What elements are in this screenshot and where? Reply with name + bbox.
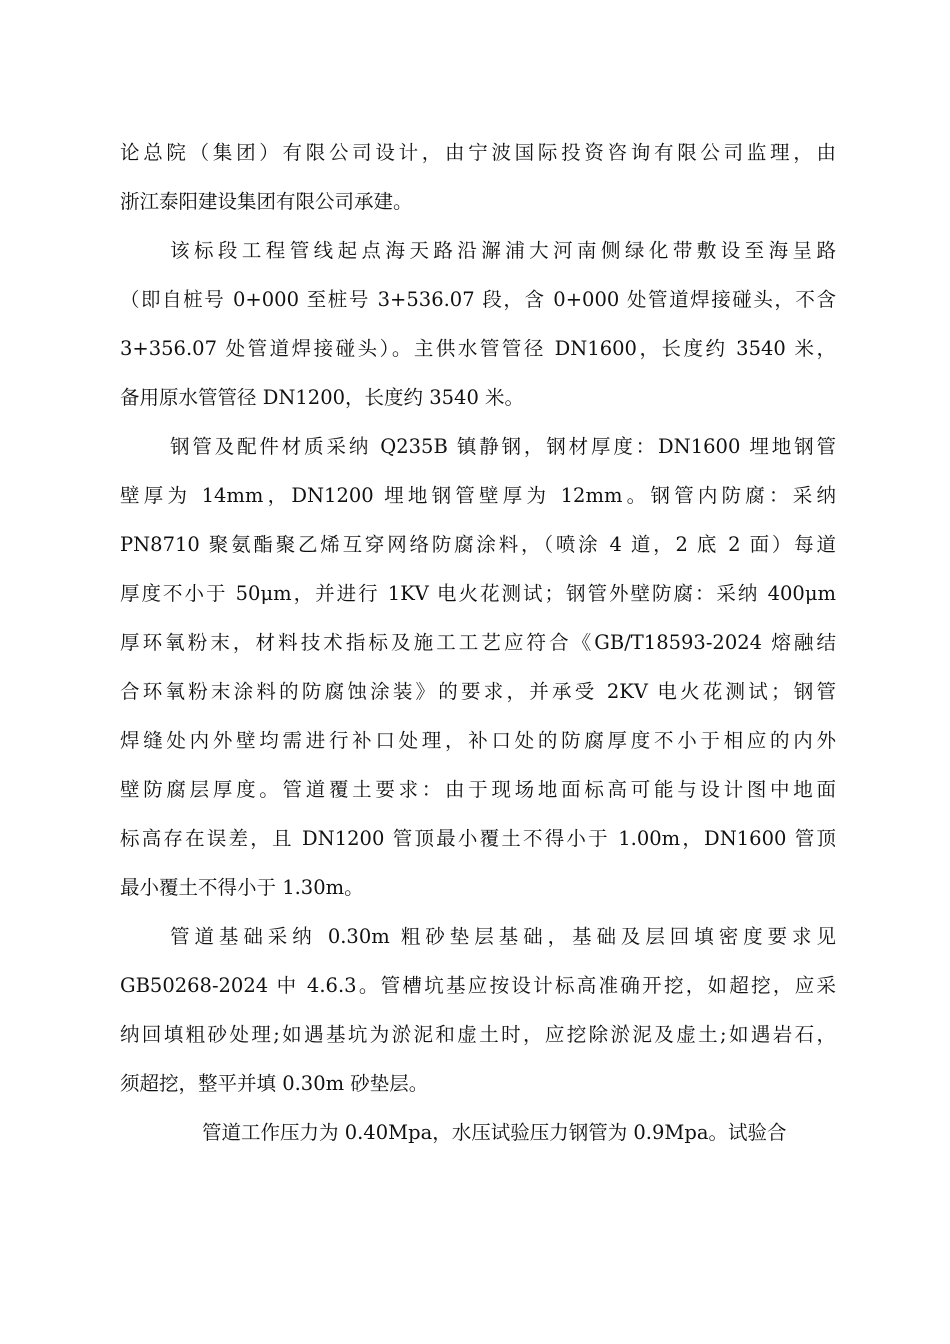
body-text [120,128,836,1157]
paragraph-line: （即自桩号 0+000 至桩号 3+536.07 段，含 0+000 处管道焊接碰头，不含 [120,288,836,311]
paragraph-line: 论总院（集团）有限公司设计，由宁波国际投资咨询有限公司监理，由 [120,141,836,164]
paragraph-line: 浙江泰阳建设集团有限公司承建。 [120,190,413,213]
paragraph-5 [120,1108,836,1157]
paragraph-3 [120,422,836,912]
paragraph-line: 纳回填粗砂处理;如遇基坑为淤泥和虚土时，应挖除淤泥及虚土;如遇岩石， [120,1023,836,1046]
paragraph-1 [120,128,836,226]
paragraph-line: 厚度不小于 50μm，并进行 1KV 电火花测试；钢管外壁防腐：采纳 400μm [120,582,836,605]
paragraph-line: 该标段工程管线起点海天路沿澥浦大河南侧绿化带敷设至海呈路 [170,239,836,262]
paragraph-line: 3+356.07 处管道焊接碰头）。主供水管管径 DN1600，长度约 3540 米， [120,337,836,360]
paragraph-line: 钢管及配件材质采纳 Q235B 镇静钢，钢材厚度：DN1600 埋地钢管 [170,435,836,458]
paragraph-line: 壁防腐层厚度。管道覆土要求：由于现场地面标高可能与设计图中地面 [120,778,836,801]
paragraph-line: 壁厚为 14mm，DN1200 埋地钢管壁厚为 12mm。钢管内防腐：采纳 [120,484,836,507]
paragraph-line: 备用原水管管径 DN1200，长度约 3540 米。 [120,386,525,409]
paragraph-line: 须超挖，整平并填 0.30m 砂垫层。 [120,1072,429,1095]
paragraph-line: 合环氧粉末涂料的防腐蚀涂装》的要求，并承受 2KV 电火花测试；钢管 [120,680,836,703]
paragraph-line: PN8710 聚氨酯聚乙烯互穿网络防腐涂料，（喷涂 4 道，2 底 2 面）每道 [120,533,836,556]
paragraph-line: 焊缝处内外壁均需进行补口处理，补口处的防腐厚度不小于相应的内外 [120,729,836,752]
paragraph-line: 标高存在误差，且 DN1200 管顶最小覆土不得小于 1.00m，DN1600 管顶 [120,827,836,850]
paragraph-line: 管道基础采纳 0.30m 粗砂垫层基础，基础及层回填密度要求见 [170,925,836,948]
paragraph-line: 厚环氧粉末，材料技术指标及施工工艺应符合《GB/T18593-2024 熔融结 [120,631,836,654]
paragraph-line: 最小覆土不得小于 1.30m。 [120,876,364,899]
paragraph-2 [120,226,836,422]
paragraph-4 [120,912,836,1108]
paragraph-line: 管道工作压力为 0.40Mpa，水压试验压力钢管为 0.9Mpa。试验合 [202,1121,787,1144]
paragraph-line: GB50268-2024 中 4.6.3。管槽坑基应按设计标高准确开挖，如超挖，应采 [120,974,836,997]
